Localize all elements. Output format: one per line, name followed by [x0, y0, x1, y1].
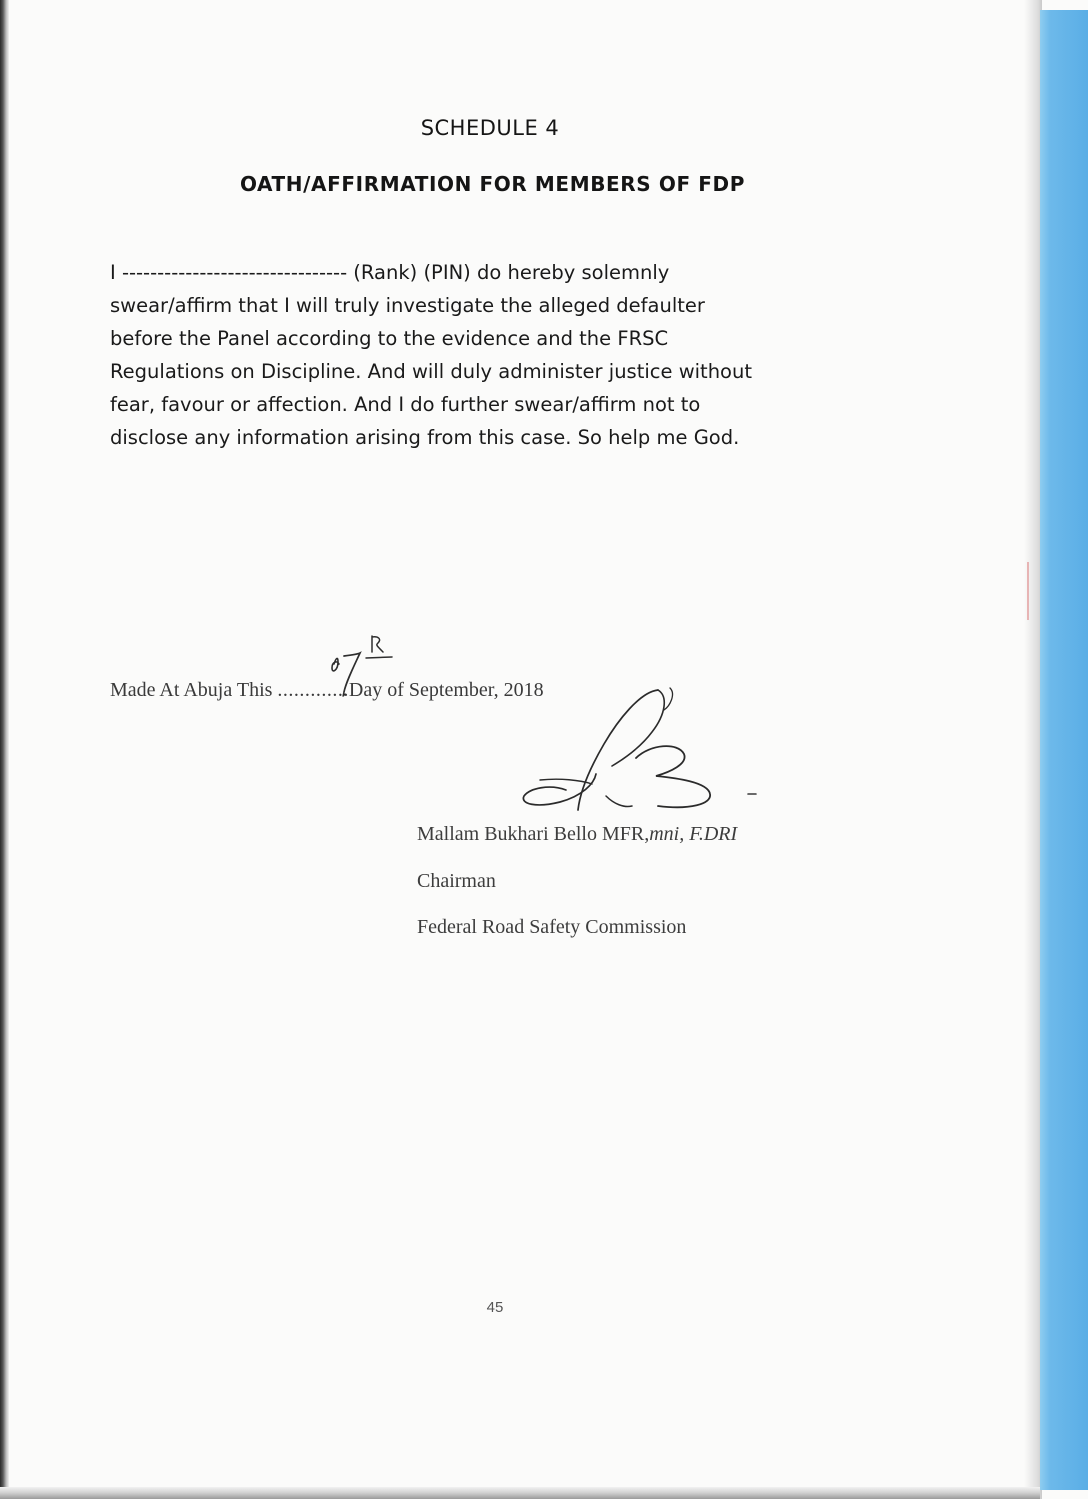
margin-mark: [1027, 562, 1029, 620]
dots-before-day: .....: [277, 679, 305, 701]
schedule-heading: SCHEDULE 4: [420, 116, 560, 140]
handwritten-day-mark: [320, 630, 410, 720]
page-number: 45: [486, 1299, 504, 1316]
oath-text: [110, 256, 870, 454]
page-bottom-edge: [0, 1487, 1040, 1499]
oath-line: swear/affirm that I will truly investigate the alleged defaulter: [110, 294, 705, 317]
signatory-name-plain: Mallam Bukhari Bello MFR,: [417, 823, 650, 845]
signatory-honorifics: mni, F.DRI: [649, 823, 738, 845]
dots-after-day: ........: [304, 679, 349, 701]
blue-binding-strip: [1040, 10, 1088, 1490]
oath-line: disclose any information arising from this case. So help me God.: [110, 426, 740, 449]
page-left-edge: [0, 0, 9, 1499]
signatory-name: [417, 823, 737, 846]
oath-heading: OATH/AFFIRMATION FOR MEMBERS OF FDP: [239, 172, 746, 196]
signatory-organization: Federal Road Safety Commission: [417, 916, 687, 938]
chairman-signature: [520, 680, 780, 830]
oath-line: I -------------------------------- (Rank) (PIN) do hereby solemnly: [110, 261, 670, 284]
signatory-title: Chairman: [417, 870, 496, 892]
oath-line: before the Panel according to the evidence and the FRSC: [110, 327, 669, 350]
oath-line: fear, favour or affection. And I do further swear/affirm not to: [110, 393, 701, 416]
oath-line: Regulations on Discipline. And will duly administer justice without: [110, 360, 752, 383]
made-at-prefix: Made At Abuja This: [110, 679, 273, 701]
made-at-suffix: Day of September, 2018: [348, 679, 544, 701]
